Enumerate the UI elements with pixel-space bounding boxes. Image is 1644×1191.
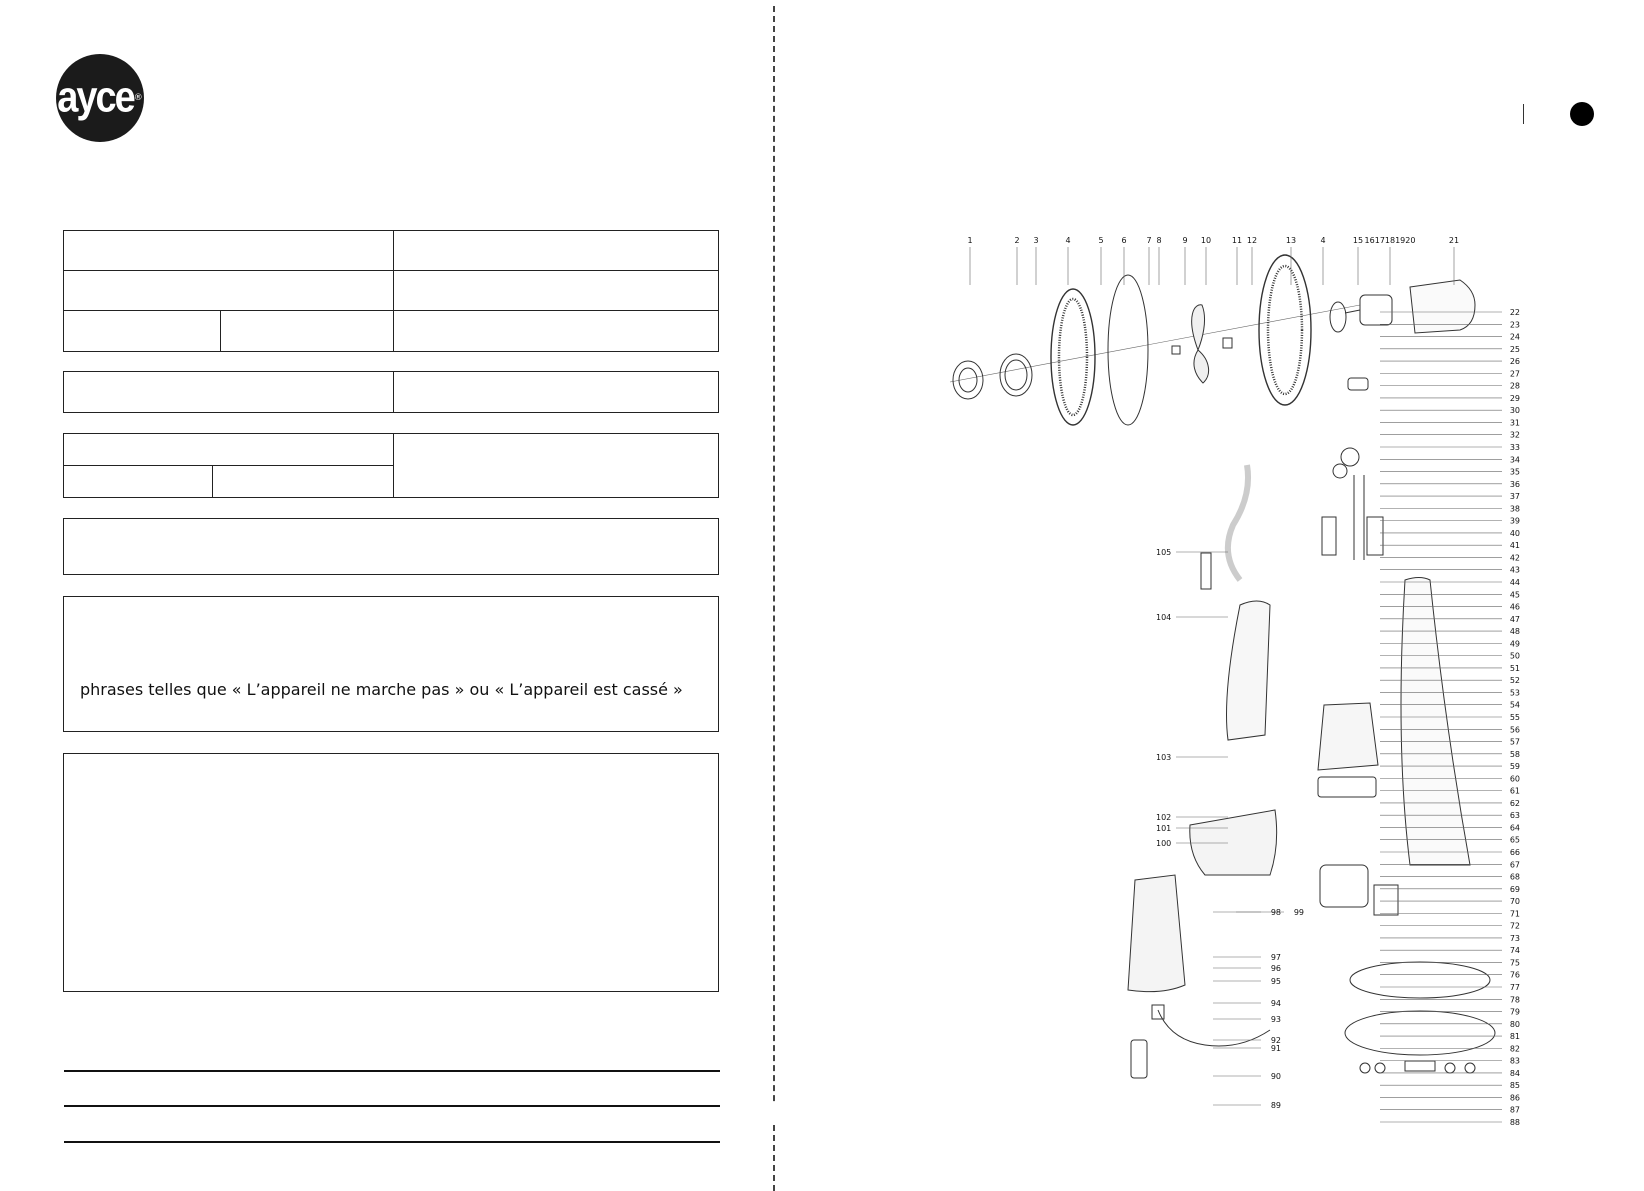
part-label-top: 4 bbox=[1320, 236, 1326, 245]
part-label-right: 38 bbox=[1509, 504, 1520, 514]
field-1c[interactable] bbox=[64, 271, 391, 308]
signature-line-3[interactable] bbox=[64, 1141, 720, 1143]
part-label-right: 42 bbox=[1509, 553, 1520, 563]
part-label-right: 59 bbox=[1509, 762, 1520, 772]
part-label-right: 27 bbox=[1509, 369, 1520, 379]
part-label-top: 13 bbox=[1285, 236, 1297, 245]
diagram-parts bbox=[950, 255, 1495, 1078]
part-label-left: 99 bbox=[1293, 908, 1304, 917]
part-label-right: 30 bbox=[1509, 406, 1520, 416]
part-label-right: 23 bbox=[1509, 320, 1520, 330]
registered-mark-icon: ® bbox=[133, 93, 143, 103]
field-2b[interactable] bbox=[394, 372, 717, 411]
part-label-right: 82 bbox=[1509, 1044, 1520, 1054]
part-label-right: 25 bbox=[1509, 344, 1520, 354]
part-label-right: 34 bbox=[1509, 455, 1520, 465]
part-label-right: 31 bbox=[1509, 418, 1520, 428]
part-label-right: 48 bbox=[1509, 627, 1520, 637]
part-label-left: 89 bbox=[1270, 1101, 1281, 1110]
part-label-right: 70 bbox=[1509, 897, 1520, 907]
part-label-right: 36 bbox=[1509, 479, 1520, 489]
part-label-left: 100 bbox=[1156, 839, 1172, 848]
part-label-top: 5 bbox=[1098, 236, 1104, 245]
top-part-labels bbox=[967, 236, 1459, 285]
part-label-right: 47 bbox=[1509, 614, 1520, 624]
part-label-right: 87 bbox=[1509, 1105, 1520, 1115]
part-label-right: 54 bbox=[1509, 700, 1520, 710]
part-label-right: 37 bbox=[1509, 492, 1520, 502]
part-label-top: 12 bbox=[1246, 236, 1258, 245]
part-label-right: 51 bbox=[1509, 663, 1520, 673]
field-1d[interactable] bbox=[394, 271, 717, 308]
part-label-right: 65 bbox=[1509, 835, 1520, 845]
problem-description-box[interactable] bbox=[63, 596, 719, 732]
part-label-right: 66 bbox=[1509, 848, 1520, 857]
comments-box[interactable] bbox=[63, 753, 719, 992]
part-label-right: 83 bbox=[1509, 1056, 1520, 1066]
part-label-top: 10 bbox=[1200, 236, 1212, 245]
part-label-right: 52 bbox=[1509, 676, 1520, 686]
part-label-right: 88 bbox=[1509, 1118, 1520, 1127]
part-label-left: 92 bbox=[1270, 1036, 1281, 1045]
part-label-right: 45 bbox=[1509, 590, 1520, 600]
part-label-right: 63 bbox=[1509, 811, 1520, 821]
part-label-left: 98 bbox=[1270, 908, 1281, 917]
field-1f[interactable] bbox=[222, 311, 392, 350]
part-label-top: 1617181920 bbox=[1364, 236, 1416, 245]
part-label-right: 64 bbox=[1509, 823, 1520, 833]
part-label-right: 81 bbox=[1509, 1032, 1520, 1042]
part-label-right: 72 bbox=[1509, 921, 1520, 931]
signature-line-2[interactable] bbox=[64, 1105, 720, 1107]
field-3d[interactable] bbox=[394, 434, 717, 496]
part-label-right: 33 bbox=[1509, 443, 1520, 452]
part-label-right: 68 bbox=[1509, 872, 1520, 882]
part-label-right: 39 bbox=[1509, 516, 1520, 526]
fold-gap bbox=[770, 1104, 778, 1122]
part-label-top: 7 bbox=[1146, 236, 1152, 245]
part-label-right: 56 bbox=[1509, 725, 1520, 735]
field-1b[interactable] bbox=[394, 231, 717, 268]
exploded-parts-diagram bbox=[940, 225, 1540, 1145]
part-label-top: 8 bbox=[1156, 236, 1162, 245]
part-label-right: 78 bbox=[1509, 995, 1520, 1005]
part-label-left: 102 bbox=[1156, 813, 1172, 822]
part-label-right: 22 bbox=[1509, 308, 1520, 317]
part-label-top: 3 bbox=[1033, 236, 1039, 245]
part-label-top: 2 bbox=[1014, 236, 1020, 245]
part-label-right: 35 bbox=[1509, 467, 1520, 477]
logo-text: ayce bbox=[57, 73, 134, 122]
part-label-right: 24 bbox=[1509, 332, 1520, 342]
field-2a[interactable] bbox=[64, 372, 391, 411]
field-3b[interactable] bbox=[64, 466, 210, 496]
part-label-right: 28 bbox=[1509, 381, 1520, 391]
part-label-left: 95 bbox=[1270, 977, 1281, 986]
part-label-left: 94 bbox=[1270, 999, 1281, 1008]
part-label-right: 77 bbox=[1509, 983, 1520, 992]
part-label-right: 74 bbox=[1509, 946, 1520, 956]
field-3c[interactable] bbox=[213, 466, 391, 496]
part-label-left: 104 bbox=[1156, 613, 1172, 622]
part-label-right: 62 bbox=[1509, 798, 1520, 808]
header-separator bbox=[1523, 104, 1524, 124]
part-label-right: 29 bbox=[1509, 393, 1520, 403]
part-label-left: 103 bbox=[1156, 753, 1172, 762]
part-label-right: 60 bbox=[1509, 774, 1520, 784]
field-3a[interactable] bbox=[64, 434, 391, 463]
part-label-right: 41 bbox=[1509, 541, 1520, 551]
part-label-right: 61 bbox=[1509, 786, 1520, 796]
part-label-right: 85 bbox=[1509, 1081, 1520, 1091]
part-label-right: 71 bbox=[1509, 909, 1520, 919]
fold-line bbox=[773, 6, 775, 1191]
black-dot-icon bbox=[1570, 102, 1594, 126]
part-label-top: 11 bbox=[1231, 236, 1243, 245]
part-label-left: 97 bbox=[1270, 953, 1281, 962]
part-label-top: 9 bbox=[1182, 236, 1188, 245]
part-label-right: 49 bbox=[1509, 639, 1520, 649]
part-label-right: 76 bbox=[1509, 970, 1520, 980]
part-label-left: 91 bbox=[1270, 1044, 1281, 1053]
part-label-right: 50 bbox=[1509, 651, 1520, 661]
part-label-top: 1 bbox=[967, 236, 973, 245]
part-label-right: 84 bbox=[1509, 1068, 1520, 1078]
part-label-right: 32 bbox=[1509, 430, 1520, 440]
field-1e[interactable] bbox=[64, 311, 218, 350]
part-label-left: 90 bbox=[1270, 1072, 1281, 1081]
part-label-left: 105 bbox=[1156, 548, 1172, 557]
part-label-right: 69 bbox=[1509, 884, 1520, 894]
part-label-right: 67 bbox=[1509, 860, 1520, 870]
part-label-right: 57 bbox=[1509, 737, 1520, 747]
part-label-right: 26 bbox=[1509, 357, 1520, 367]
part-label-top: 15 bbox=[1352, 236, 1364, 245]
part-label-right: 43 bbox=[1509, 565, 1520, 575]
field-1g[interactable] bbox=[394, 311, 717, 350]
part-label-left: 96 bbox=[1270, 964, 1281, 973]
part-label-right: 75 bbox=[1509, 958, 1520, 968]
part-label-top: 6 bbox=[1121, 236, 1127, 245]
part-label-right: 40 bbox=[1509, 528, 1520, 538]
problem-description-text: phrases telles que « L’appareil ne marche pas » ou « L’appareil est cassé » bbox=[80, 680, 683, 699]
part-label-right: 58 bbox=[1509, 749, 1520, 759]
ayce-logo bbox=[56, 54, 144, 142]
part-label-right: 53 bbox=[1509, 688, 1520, 698]
signature-line-1[interactable] bbox=[64, 1070, 720, 1072]
part-label-left: 93 bbox=[1270, 1015, 1281, 1024]
field-1a[interactable] bbox=[64, 231, 391, 268]
part-label-top: 21 bbox=[1448, 236, 1460, 245]
part-label-right: 46 bbox=[1509, 602, 1520, 612]
part-label-top: 4 bbox=[1065, 236, 1071, 245]
part-label-right: 73 bbox=[1509, 933, 1520, 943]
part-label-right: 79 bbox=[1509, 1007, 1520, 1017]
form-box-4[interactable] bbox=[63, 518, 719, 575]
part-label-right: 80 bbox=[1509, 1019, 1520, 1029]
part-label-left: 101 bbox=[1156, 824, 1172, 833]
part-label-right: 86 bbox=[1509, 1093, 1520, 1103]
part-label-right: 55 bbox=[1509, 713, 1520, 722]
part-label-right: 44 bbox=[1509, 578, 1520, 587]
